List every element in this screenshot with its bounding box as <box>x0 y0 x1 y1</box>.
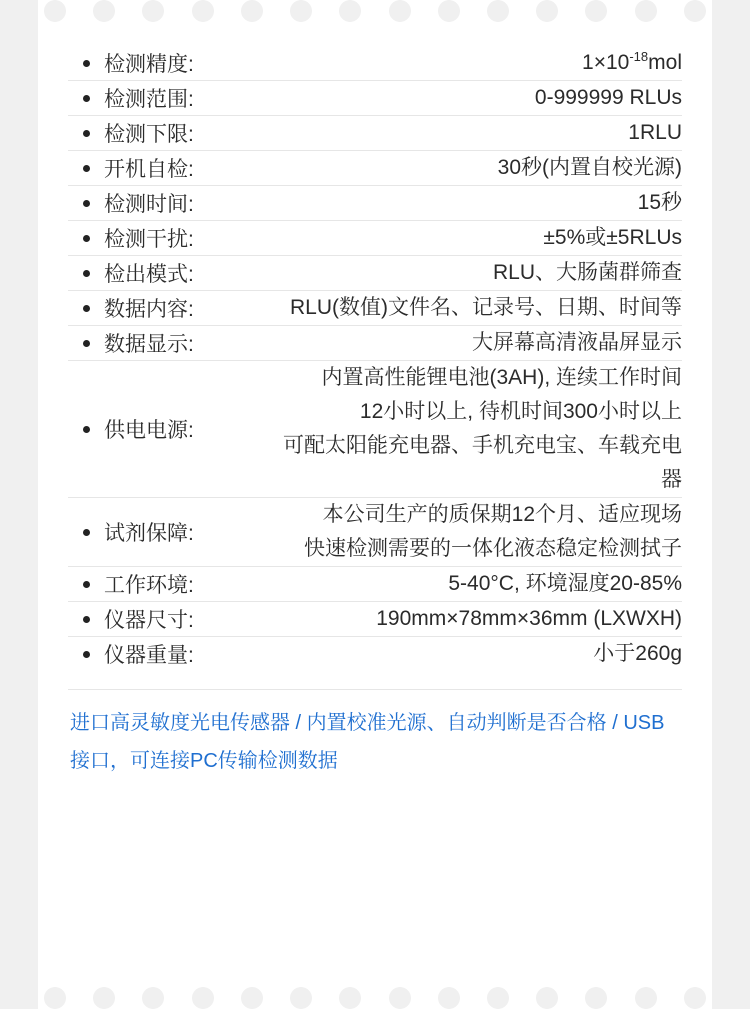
spec-value <box>274 151 682 186</box>
scallop-dot <box>192 0 214 22</box>
bullet-icon <box>68 498 104 567</box>
spec-value <box>274 498 682 567</box>
spec-value-line: 15秒 <box>637 191 682 215</box>
spec-label: 仪器重量: <box>104 637 274 672</box>
bullet-icon <box>68 221 104 256</box>
spec-value-line: 190mm×78mm×36mm (LXWXH) <box>376 607 682 631</box>
spec-label: 工作环境: <box>104 567 274 602</box>
table-row <box>68 151 682 186</box>
bullet-icon <box>68 256 104 291</box>
scallop-dot <box>290 0 312 22</box>
spec-label: 检出模式: <box>104 256 274 291</box>
spec-label: 检测精度: <box>104 53 194 76</box>
footer-note: 进口高灵敏度光电传感器 / 内置校准光源、自动判断是否合格 / USB接口，可连接PC传输检测数据 <box>68 689 682 802</box>
table-row <box>68 256 682 291</box>
spec-value-line: ±5%或±5RLUs <box>543 226 682 250</box>
bullet-icon <box>68 361 104 498</box>
spec-value-line: 12小时以上, 待机时间300小时以上 <box>359 400 682 424</box>
scallop-dot <box>389 987 411 1009</box>
table-row <box>68 186 682 221</box>
table-row <box>68 81 682 116</box>
spec-value <box>274 116 682 151</box>
bullet-icon <box>68 567 104 602</box>
table-row <box>68 291 682 326</box>
bullet-icon <box>68 602 104 637</box>
card-top-scallop-edge <box>38 0 712 22</box>
spec-label: 数据内容: <box>104 291 274 326</box>
scallop-dot <box>487 987 509 1009</box>
scallop-dot <box>536 0 558 22</box>
spec-card <box>38 0 712 1009</box>
spec-value <box>274 81 682 116</box>
scallop-dot <box>635 987 657 1009</box>
specification-table <box>68 46 682 671</box>
table-row <box>68 221 682 256</box>
table-row <box>68 602 682 637</box>
spec-value <box>274 186 682 221</box>
spec-value-line: 0-999999 RLUs <box>534 86 682 110</box>
spec-value-line: RLU(数值)文件名、记录号、日期、时间等 <box>290 296 682 320</box>
scallop-dot <box>389 0 411 22</box>
spec-value <box>274 291 682 326</box>
spec-value <box>274 256 682 291</box>
spec-label: 试剂保障: <box>104 498 274 567</box>
card-bottom-scallop-edge <box>38 987 712 1009</box>
bullet-icon <box>68 326 104 361</box>
spec-label: 检测范围: <box>104 81 274 116</box>
scallop-dot <box>536 987 558 1009</box>
scallop-dot <box>142 0 164 22</box>
spec-value-line: 内置高性能锂电池(3AH), 连续工作时间 <box>321 366 682 390</box>
scallop-dot <box>438 987 460 1009</box>
table-row <box>68 637 682 672</box>
scallop-dot <box>585 987 607 1009</box>
spec-value <box>274 46 682 81</box>
scallop-dot <box>438 0 460 22</box>
scallop-dot <box>635 0 657 22</box>
bullet-icon <box>68 637 104 672</box>
scallop-dot <box>684 987 706 1009</box>
scallop-dot <box>684 0 706 22</box>
spec-value <box>274 361 682 498</box>
spec-value-line: $1\times 10^{-18}mol$ <box>582 49 682 74</box>
spec-label: 开机自检: <box>104 151 274 186</box>
specification-table-body <box>68 46 682 671</box>
scallop-dot <box>44 987 66 1009</box>
bullet-icon <box>68 116 104 151</box>
spec-label: 检测下限: <box>104 116 274 151</box>
spec-value <box>274 221 682 256</box>
spec-value-line: 快速检测需要的一体化液态稳定检测拭子 <box>304 537 682 561</box>
scallop-dot <box>290 987 312 1009</box>
scallop-dot <box>487 0 509 22</box>
table-row <box>68 46 682 81</box>
spec-value-line: 大屏幕高清液晶屏显示 <box>472 331 682 355</box>
spec-value-line: 可配太阳能充电器、手机充电宝、车载充电器 <box>283 434 682 492</box>
bullet-icon <box>68 46 104 81</box>
spec-value <box>274 567 682 602</box>
card-content <box>38 22 712 802</box>
scallop-dot <box>93 987 115 1009</box>
table-row <box>68 498 682 567</box>
spec-label: 供电电源: <box>104 361 274 498</box>
scallop-dot <box>241 987 263 1009</box>
scallop-dot <box>339 0 361 22</box>
spec-value-line: RLU、大肠菌群筛查 <box>492 261 682 285</box>
scallop-dot <box>339 987 361 1009</box>
bullet-icon <box>68 186 104 221</box>
spec-label: 检测时间: <box>104 186 274 221</box>
scallop-dot <box>93 0 115 22</box>
spec-label: 仪器尺寸: <box>104 602 274 637</box>
table-row <box>68 567 682 602</box>
table-row <box>68 116 682 151</box>
scallop-dot <box>585 0 607 22</box>
spec-value-line: 30秒(内置自校光源) <box>497 156 682 180</box>
spec-value <box>274 602 682 637</box>
scallop-dot <box>142 987 164 1009</box>
bullet-icon <box>68 81 104 116</box>
bullet-icon <box>68 151 104 186</box>
scallop-dot <box>44 0 66 22</box>
spec-value-line: 1RLU <box>628 121 682 145</box>
table-row <box>68 326 682 361</box>
spec-value <box>274 326 682 361</box>
scallop-dot <box>192 987 214 1009</box>
spec-value-line: 本公司生产的质保期12个月、适应现场 <box>322 503 682 527</box>
scallop-dot <box>241 0 263 22</box>
table-row <box>68 361 682 498</box>
spec-value <box>274 637 682 672</box>
spec-value-line: 5-40°C, 环境湿度20-85% <box>448 572 682 596</box>
spec-value-line: 小于260g <box>593 642 682 666</box>
spec-label: 数据显示: <box>104 326 274 361</box>
bullet-icon <box>68 291 104 326</box>
spec-label: 检测干扰: <box>104 221 274 256</box>
